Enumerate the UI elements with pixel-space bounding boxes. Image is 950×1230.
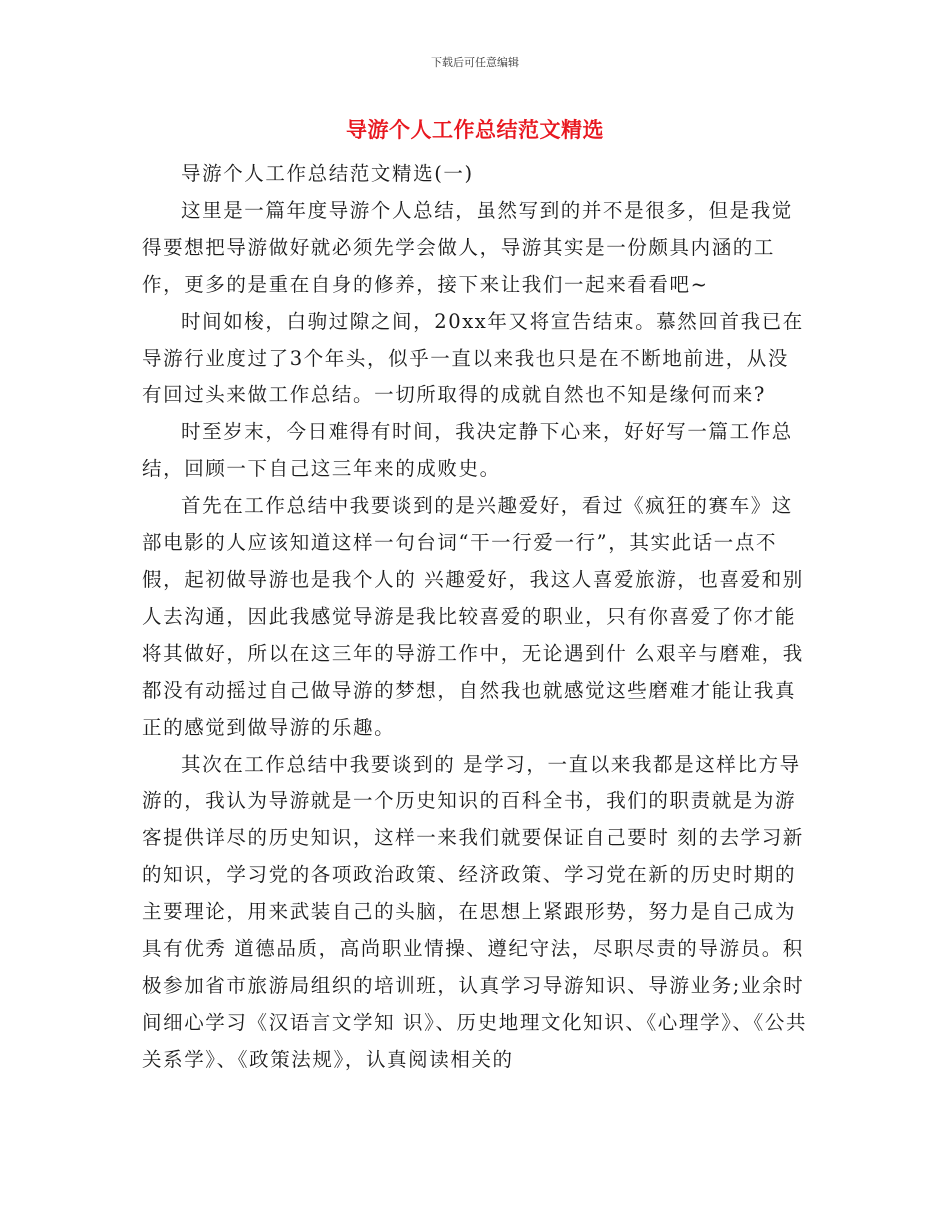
- document-body: [142, 156, 810, 1079]
- intro-paragraph: 这里是一篇年度导游个人总结，虽然写到的并不是很多，但是我觉得要想把导游做好就必须先学会做人，导游其实是一份颇具内涵的工作，更多的是重在自身的修养，接下来让我们一起来看看吧~: [142, 198, 793, 296]
- body-paragraph-learning: 其次在工作总结中我要谈到的 是学习，一直以来我都是这样比方导游的，我认为导游就是一个历史知识的百科全书，我们的职责就是为游客提供详尽的历史知识，这样一来我们就要保证自己要时 刻的去学习新的知识，学习党的各项政治政策、经济政策、学习党在新的历史时期的主要理论，用来武装自己的头脑，在思想上紧跟形势，努力是自己成为具有优秀 道德品质，高尚职业情操、遵纪守法，尽职尽责的导游员。积极参加省市旅游局组织的培训班，认真学习导游知识、导游业务;业余时间细心学习《汉语言文学知 识》、历史地理文化知识、《心理学》、《公共关系学》、《政策法规》，认真阅读相关的: [142, 752, 808, 1071]
- body-paragraph-interest: 首先在工作总结中我要谈到的是兴趣爱好，看过《疯狂的赛车》这部电影的人应该知道这样一句台词“干一行爱一行”，其实此话一点不假，起初做导游也是我个人的 兴趣爱好，我这人喜爱旅游，也喜爱和别人去沟通，因此我感觉导游是我比较喜爱的职业，只有你喜爱了你才能将其做好，所以在这三年的导游工作中，无论遇到什 么艰辛与磨难，我都没有动摇过自己做导游的梦想，自然我也就感觉这些磨难才能让我真正的感觉到做导游的乐趣。: [142, 494, 804, 739]
- subtitle-paragraph: 导游个人工作总结范文精选(一): [181, 162, 474, 185]
- document-title: 导游个人工作总结范文精选: [346, 118, 604, 142]
- page-header-note: 下载后可任意编辑: [431, 56, 519, 69]
- body-paragraph-year-end: 时至岁末，今日难得有时间，我决定静下心来，好好写一篇工作总结，回顾一下自己这三年来的成败史。: [142, 420, 793, 481]
- body-paragraph-time: 时间如梭，白驹过隙之间，20xx年又将宣告结束。慕然回首我已在导游行业度过了3个年头，似乎一直以来我也只是在不断地前进，从没有回过头来做工作总结。一切所取得的成就自然也不知是缘何而来?: [142, 309, 804, 407]
